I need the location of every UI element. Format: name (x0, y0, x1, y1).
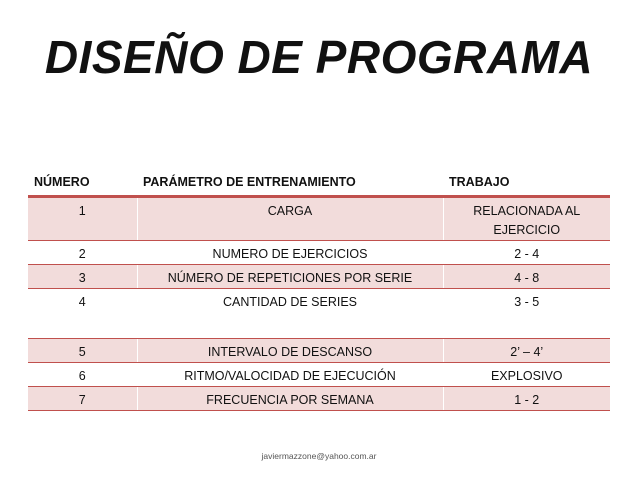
cell-parametro: RITMO/VALOCIDAD DE EJECUCIÓN (137, 363, 443, 387)
table-row (28, 363, 610, 387)
table-row (28, 265, 610, 289)
page-title: DISEÑO DE PROGRAMA (44, 31, 594, 83)
cell-trabajo: 2’ – 4’ (443, 339, 610, 363)
header-parametro: PARÁMETRO DE ENTRENAMIENTO (137, 168, 443, 197)
cell-numero: 5 (28, 339, 137, 363)
cell-numero: 3 (28, 265, 137, 289)
header-trabajo: TRABAJO (443, 168, 610, 197)
cell-trabajo: 1 - 2 (443, 387, 610, 411)
table-row (28, 339, 610, 363)
cell-parametro: INTERVALO DE DESCANSO (137, 339, 443, 363)
cell-trabajo: EXPLOSIVO (443, 363, 610, 387)
header-numero: NÚMERO (28, 168, 137, 197)
cell-parametro: CARGA (137, 197, 443, 241)
footer-email: javiermazzone@yahoo.com.ar (261, 451, 377, 461)
cell-numero: 6 (28, 363, 137, 387)
cell-numero: 2 (28, 241, 137, 265)
cell-numero: 4 (28, 289, 137, 339)
cell-trabajo: 4 - 8 (443, 265, 610, 289)
cell-parametro: FRECUENCIA POR SEMANA (137, 387, 443, 411)
table-row (28, 387, 610, 411)
cell-parametro: NUMERO DE EJERCICIOS (137, 241, 443, 265)
cell-parametro: CANTIDAD DE SERIES (137, 289, 443, 339)
cell-numero: 7 (28, 387, 137, 411)
cell-numero: 1 (28, 197, 137, 241)
cell-trabajo: 3 - 5 (443, 289, 610, 339)
program-table (28, 168, 610, 411)
cell-trabajo: 2 - 4 (443, 241, 610, 265)
cell-trabajo: RELACIONADA AL EJERCICIO (443, 197, 610, 241)
table-row (28, 241, 610, 265)
cell-parametro: NÚMERO DE REPETICIONES POR SERIE (137, 265, 443, 289)
table-row (28, 197, 610, 241)
table-row (28, 289, 610, 339)
table-header-row (28, 168, 610, 197)
